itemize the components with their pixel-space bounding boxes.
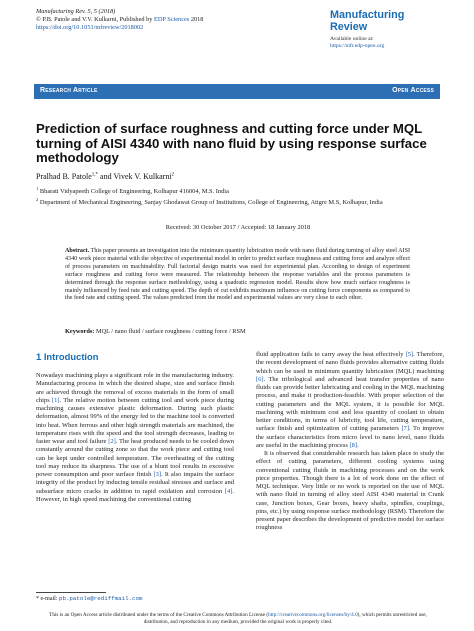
text-run: . To improve the surface characteristics from micro level to nano level, nano fluids are useful in the machining process xyxy=(256,425,445,449)
email-label: * e-mail: xyxy=(36,596,58,602)
left-column xyxy=(36,372,234,504)
text-run: . xyxy=(357,441,359,449)
affiliation-1-text: Bharati Vidyapeeth College of Engineering, Kolhapur 416004, M.S. India xyxy=(39,188,229,196)
intro-paragraph-1-cont xyxy=(256,351,444,450)
text-run: . However, in high speed machining the conventional cutting xyxy=(36,487,235,503)
abstract-label: Abstract. xyxy=(65,248,90,254)
citation-link[interactable]: [6] xyxy=(256,375,264,383)
journal-url-link[interactable]: https://mfr.edp-open.org xyxy=(330,43,385,49)
citation-link[interactable]: [1] xyxy=(51,396,60,404)
journal-brand xyxy=(330,10,440,50)
intro-paragraph-1 xyxy=(36,372,234,504)
citation-link[interactable]: [7] xyxy=(401,425,410,433)
author-2: and Vivek V. Kulkarni xyxy=(100,172,172,181)
corresponding-email xyxy=(36,595,143,602)
license-notice xyxy=(36,612,440,626)
available-label: Available online at: xyxy=(330,36,374,42)
affiliation-2-text: Department of Mechanical Engineering, Sanjay Ghodawat Group of Institutions, College of Engineering, Atigre M.S, Kolhapur, India xyxy=(39,199,383,207)
brand-line-2: Review xyxy=(330,20,368,33)
article-type-banner xyxy=(34,84,440,99)
text-run: . It also impairs the surface integrity of the product by inducing tensile residual stresses and surface and subsurface micro cracks in addition to rapid oxidation and corrosion xyxy=(36,471,234,495)
keywords-text: MQL / nano fluid / surface roughness / cutting force / RSM xyxy=(95,328,246,335)
author-2-affil: 2 xyxy=(171,172,175,178)
affiliation-1 xyxy=(36,185,440,196)
citation-link[interactable]: [2] xyxy=(108,438,116,445)
author-1: Pralhad B. Patole xyxy=(36,172,92,181)
keywords xyxy=(65,328,410,335)
citation-link[interactable]: [5] xyxy=(405,351,414,358)
license-text-a: This is an Open Access article distributed under the terms of the Creative Commons Attribution License ( xyxy=(49,612,269,618)
email-link[interactable]: pb.patole@rediffmail.com xyxy=(59,595,143,602)
journal-header xyxy=(36,8,203,33)
author-1-affil: 1,* xyxy=(91,172,99,178)
publisher-link[interactable]: EDP Sciences xyxy=(153,16,190,24)
section-heading-introduction: 1 Introduction xyxy=(36,351,99,362)
text-run: . The tribological and advanced heat transfer properties of nano fluids can provide better lubricating and cooling in the MQL machining process, and make it production-feasible. With proper selection of the cutting parameters and the MQL system, it is possible for MQL machining with minimum cost and less quantity of coolant to obtain better conditions, in terms of lubricity, tool life, cutting temperature, surface finish and optimization of cutting parameters xyxy=(256,375,444,433)
text-run: . The relative motion between cutting tool and work piece during machining causes extensive plastic deformation. During such plastic deformation, almost 99% of the energy fed to the machine tool is converted into heat. When ferrous and other high strength materials are machined, the temperature rises with the speed and the tool strength decreases, leading to faster wear and tool failure xyxy=(36,396,235,445)
text-run: . The heat produced needs to be cooled down constantly around the cutting zone so that the work piece and cutting tool can be kept under controlled temperature. The overheating of the cutting tool may reduce its sharpness. The use of a blunt tool results in excessive power consumption and poor surface finish xyxy=(36,438,235,478)
article-type-label: Research Article xyxy=(40,87,98,94)
affiliation-2 xyxy=(36,196,440,207)
brand-line-1: Manufacturing xyxy=(330,9,405,21)
license-url-link[interactable]: http://creativecommons.org/licenses/by/4.0 xyxy=(268,612,358,618)
open-access-label: Open Access xyxy=(392,87,434,94)
affiliation-1-mark: 1 xyxy=(36,186,39,191)
abstract-text: This paper presents an investigation into the minimum quantity lubrication mode with nano fluid during turning of alloy steel AISI 4340 work piece material with the objective of experimental model in order to predict surface roughness and cutting force and analyze effect of process parameters on machinability. Full factorial design matrix was used for experimental plan. According to design of experiment surface roughness and cutting force were measured. The relationship between the response variables and the process parameters is determined through the response surface methodology, using a quadratic regression model. Results show how much surface roughness is mainly influenced by feed rate and cutting speed. The depth of cut exhibits maximum influence on cutting force components as compared to the feed rate and cutting speed. The values predicted from the model and experimental values are very close to each other. xyxy=(65,248,410,302)
text-run: Nowadays machining plays a significant role in the manufacturing industry. Manufacturing process in which the desired shape, size and surface finish are achieved through the removal of excess materials in the form of small chips xyxy=(36,372,234,404)
available-online xyxy=(330,36,440,50)
text-run: fluid application fails to carry away the heat effectively xyxy=(256,351,404,358)
license-text-b: ), which permits unrestricted use, distribution, and reproduction in any medium, provided the original work is properly cited. xyxy=(143,612,427,625)
copyright-year: 2018 xyxy=(190,16,204,24)
text-run: . Therefore, the recent development of nano fluids provides alternative cutting fluids which can be used in minimum quantity lubrication (MQL) machining xyxy=(256,351,444,375)
doi-link[interactable]: https://doi.org/10.1051/mfreview/2018002 xyxy=(36,24,144,32)
footnote-rule xyxy=(36,592,106,593)
right-column xyxy=(256,351,444,533)
citation-link[interactable]: [3] xyxy=(153,471,162,478)
keywords-label: Keywords: xyxy=(65,328,95,335)
received-accepted-dates: Received: 30 October 2017 / Accepted: 18 January 2018 xyxy=(165,224,311,231)
citation-link[interactable]: [4] xyxy=(224,487,233,495)
abstract xyxy=(65,248,410,303)
journal-citation: Manufacturing Rev. 5, 5 (2018) xyxy=(36,8,116,15)
copyright-text: © P.B. Patole and V.V. Kulkarni, Published by xyxy=(36,16,153,24)
copyright-line xyxy=(36,16,203,24)
article-title: Prediction of surface roughness and cutting force under MQL turning of AISI 4340 with nano fluid by using response surface methodology xyxy=(36,121,427,166)
intro-paragraph-2: It is observed that considerable research has taken place to study the effect of cutting parameters, different cooling systems using conventional cutting fluids in machining processes and on the work piece properties. Though there is a lot of work done on the effect of MQL technique. Very little or no work is reported on the use of MQL with nano fluid in turning of alloy steel AISI 4340 material in Crank case, Junction boxes, Gear boxes, heavy shafts, spindles, couplings, pins, etc.) by using response surface methodology (RSM). Therefore the present paper describes the development of predictive model for surface roughness xyxy=(256,450,444,532)
author-line xyxy=(36,172,174,181)
affiliation-2-mark: 2 xyxy=(36,197,39,202)
citation-link[interactable]: [8] xyxy=(349,441,358,449)
